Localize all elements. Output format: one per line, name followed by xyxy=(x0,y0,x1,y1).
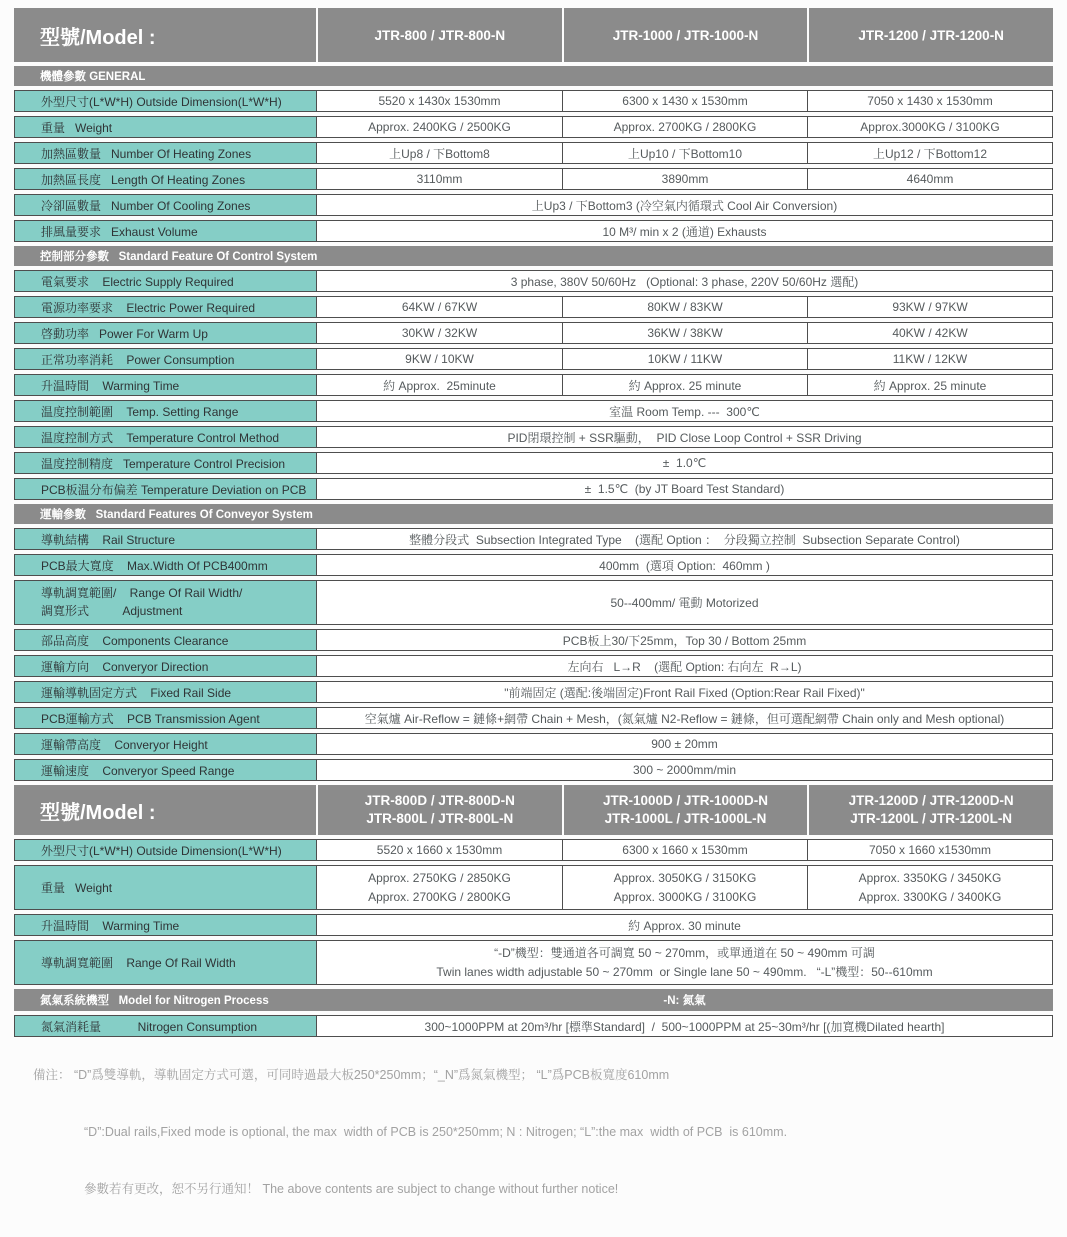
row-value: 左向右 L→R (選配 Option: 右向左 R→L) xyxy=(567,659,802,674)
model-header-label: 型號/Model : xyxy=(14,785,316,835)
row-value: 約 Approx. 30 minute xyxy=(628,918,741,933)
row-value: 3 phase, 380V 50/60Hz (Optional: 3 phase, 220V 50/60Hz 選配) xyxy=(510,274,859,289)
row-temp-control-method xyxy=(14,426,1053,448)
row-label: 電源功率要求 Electric Power Required xyxy=(15,297,317,317)
row-label: 運輸速度 Converyor Speed Range xyxy=(15,760,317,780)
row-pcb-transmission xyxy=(14,707,1053,729)
row-value: "前端固定 (選配:後端固定)Front Rail Fixed (Option:Rear Rail Fixed)" xyxy=(504,685,865,700)
row-value: 整體分段式 Subsection Integrated Type (選配 Option ： 分段獨立控制 Subsection Separate Control) xyxy=(409,532,960,547)
row-components-clearance xyxy=(14,629,1053,651)
model-name-jtr1200d xyxy=(809,785,1053,835)
model-name-jtr1000: JTR-1000 / JTR-1000-N xyxy=(564,8,808,62)
model-name-jtr800: JTR-800 / JTR-800-N xyxy=(318,8,562,62)
row-label: 外型尺寸(L*W*H) Outside Dimension(L*W*H) xyxy=(15,91,317,111)
row-heating-zones xyxy=(14,142,1053,164)
row-label: 加熱區數量 Number Of Heating Zones xyxy=(15,143,317,163)
row-label: 升温時間 Warming Time xyxy=(15,375,317,395)
row-rail-width-range-dual xyxy=(14,940,1053,985)
model-header-row-1 xyxy=(14,8,1053,62)
row-value: 5520 x 1660 x 1530mm xyxy=(376,843,503,857)
model-name-jtr1200: JTR-1200 / JTR-1200-N xyxy=(809,8,1053,62)
row-value: ± 1.5℃ (by JT Board Test Standard) xyxy=(584,482,785,496)
row-value: 400mm (選項 Option: 460mm ) xyxy=(599,558,770,573)
row-label: 電氣要求 Electric Supply Required xyxy=(15,271,317,291)
row-value: 80KW / 83KW xyxy=(562,297,807,317)
row-value: 5520 x 1430x 1530mm xyxy=(378,94,501,108)
row-warming-time xyxy=(14,374,1053,396)
row-label-line1: 導軌調寬範圍/ Range Of Rail Width/ xyxy=(41,586,243,601)
row-value xyxy=(317,866,562,909)
row-conveyor-direction xyxy=(14,655,1053,677)
row-value xyxy=(562,866,807,909)
row-label: 温度控制方式 Temperature Control Method xyxy=(15,427,317,447)
row-label xyxy=(15,581,317,624)
row-value: 30KW / 32KW xyxy=(401,326,478,340)
row-exhaust-volume xyxy=(14,220,1053,242)
row-weight-dual xyxy=(14,865,1053,910)
model-name-line1: JTR-800D / JTR-800D-N xyxy=(364,792,515,808)
model-name-line1: JTR-1000D / JTR-1000D-N xyxy=(602,792,769,808)
row-value: 300~1000PPM at 20m³/hr [標準Standard] / 500~1000PPM at 25~30m³/hr [(加寬機Dilated hearth] xyxy=(424,1019,945,1034)
row-value: 約 Approx. 25 minute xyxy=(562,375,807,395)
row-value: 36KW / 38KW xyxy=(562,323,807,343)
row-value: 64KW / 67KW xyxy=(401,300,478,314)
row-rail-width-range xyxy=(14,580,1053,625)
model-name-jtr1000d xyxy=(564,785,808,835)
row-value: Approx. 2700KG / 2800KG xyxy=(562,117,807,137)
row-value xyxy=(807,866,1052,909)
row-label: PCB最大寬度 Max.Width Of PCB400mm xyxy=(15,555,317,575)
row-value: 6300 x 1660 x 1530mm xyxy=(562,840,807,860)
row-electric-supply xyxy=(14,270,1053,292)
row-value: 7050 x 1430 x 1530mm xyxy=(807,91,1052,111)
row-outside-dimension-dual xyxy=(14,839,1053,861)
row-temp-deviation-pcb xyxy=(14,478,1053,500)
row-value-line1: “-D”機型：雙通道各可調寬 50 ~ 270mm，或單通道在 50 ~ 490mm 可調 xyxy=(494,945,875,960)
row-conveyor-speed xyxy=(14,759,1053,781)
row-value: PCB板上30/下25mm，Top 30 / Bottom 25mm xyxy=(562,633,807,648)
row-value: 7050 x 1660 x1530mm xyxy=(807,840,1052,860)
model-header-label: 型號/Model : xyxy=(14,8,316,62)
row-value: 上Up12 / 下Bottom12 xyxy=(807,143,1052,163)
row-value: 3890mm xyxy=(562,169,807,189)
row-value-line1: Approx. 3050KG / 3150KG xyxy=(613,870,757,885)
row-value: 93KW / 97KW xyxy=(807,297,1052,317)
model-header-row-2 xyxy=(14,785,1053,835)
row-value: 9KW / 10KW xyxy=(405,352,474,366)
row-outside-dimension xyxy=(14,90,1053,112)
row-value: Approx. 2400KG / 2500KG xyxy=(368,120,511,134)
row-value-line1: Approx. 2750KG / 2850KG xyxy=(368,870,511,885)
row-label: 加熱區長度 Length Of Heating Zones xyxy=(15,169,317,189)
row-label: PCB運輸方式 PCB Transmission Agent xyxy=(15,708,317,728)
footer-notes xyxy=(33,1028,787,1237)
row-label: 運輸導軌固定方式 Fixed Rail Side xyxy=(15,682,317,702)
row-value: 約 Approx. 25 minute xyxy=(807,375,1052,395)
row-conveyor-height xyxy=(14,733,1053,755)
model-name-jtr800d xyxy=(318,785,562,835)
row-value: 3110mm xyxy=(416,172,463,186)
row-value: ± 1.0℃ xyxy=(662,456,707,470)
row-warmup-power xyxy=(14,322,1053,344)
row-value: Approx.3000KG / 3100KG xyxy=(807,117,1052,137)
row-value: 10KW / 11KW xyxy=(562,349,807,369)
row-value: 11KW / 12KW xyxy=(807,349,1052,369)
spec-table xyxy=(14,8,1053,1037)
row-value: 900 ± 20mm xyxy=(651,737,718,751)
row-label: PCB板温分布偏差 Temperature Deviation on PCB xyxy=(15,479,317,499)
model-name-line2: JTR-1000L / JTR-1000L-N xyxy=(604,811,767,826)
row-weight xyxy=(14,116,1053,138)
row-label: 部品高度 Components Clearance xyxy=(15,630,317,650)
row-value: 50--400mm/ 電動 Motorized xyxy=(610,596,759,610)
row-value xyxy=(317,941,1052,984)
section-bar-control: 控制部分參數 Standard Feature Of Control System xyxy=(14,246,1053,266)
model-name-line1: JTR-1200D / JTR-1200D-N xyxy=(848,792,1014,808)
footer-note-line2: “D”:Dual rails,Fixed mode is optional, the max width of PCB is 250*250mm; N : Nitrogen; “L”:the max width of PCB is 610mm. xyxy=(84,1125,788,1139)
row-warming-time-dual xyxy=(14,914,1053,936)
model-name-line2: JTR-800L / JTR-800L-N xyxy=(366,811,514,826)
row-heating-length xyxy=(14,168,1053,190)
row-label: 正常功率消耗 Power Consumption xyxy=(15,349,317,369)
model-name-line2: JTR-1200L / JTR-1200L-N xyxy=(850,811,1013,826)
row-value: PID閉環控制 + SSR驅動， PID Close Loop Control + SSR Driving xyxy=(507,430,862,445)
row-label: 重量 Weight xyxy=(15,866,317,909)
row-label: 啓動功率 Power For Warm Up xyxy=(15,323,317,343)
row-label: 氮氣消耗量 Nitrogen Consumption xyxy=(15,1016,317,1036)
footer-note-line1: 備注： “D”爲雙導軌，導軌固定方式可選，可同時過最大板250*250mm；“_N”爲氮氣機型； “L”爲PCB板寬度610mm xyxy=(33,1068,670,1082)
row-value: 10 M³/ min x 2 (通道) Exhausts xyxy=(602,224,767,239)
row-rail-structure xyxy=(14,528,1053,550)
row-value-line2: Approx. 2700KG / 2800KG xyxy=(368,889,511,904)
row-cooling-zones xyxy=(14,194,1053,216)
row-value: 上Up8 / 下Bottom8 xyxy=(389,146,490,161)
row-value: 室温 Room Temp. --- 300℃ xyxy=(609,404,760,419)
row-label: 重量 Weight xyxy=(15,117,317,137)
section-bar-general: 機體參數 GENERAL xyxy=(14,66,1053,86)
section-bar-nitrogen-value: -N: 氮氣 xyxy=(663,995,706,1007)
row-label-line2: 調寬形式 Adjustment xyxy=(41,603,183,618)
row-value: 40KW / 42KW xyxy=(807,323,1052,343)
row-value-line2: Approx. 3000KG / 3100KG xyxy=(613,889,757,904)
row-value: 4640mm xyxy=(807,169,1052,189)
row-label: 冷卻區數量 Number Of Cooling Zones xyxy=(15,195,317,215)
section-bar-nitrogen-label: 氮氣系統機型 Model for Nitrogen Process xyxy=(40,995,269,1007)
row-temp-control-precision xyxy=(14,452,1053,474)
row-label: 排風量要求 Exhaust Volume xyxy=(15,221,317,241)
row-value: 上Up10 / 下Bottom10 xyxy=(562,143,807,163)
row-label: 導軌調寬範圍 Range Of Rail Width xyxy=(15,941,317,984)
row-value: 6300 x 1430 x 1530mm xyxy=(562,91,807,111)
row-temp-setting-range xyxy=(14,400,1053,422)
section-bar-conveyor: 運輸參數 Standard Features Of Conveyor System xyxy=(14,504,1053,524)
row-label: 導軌結構 Rail Structure xyxy=(15,529,317,549)
row-value: 上Up3 / 下Bottom3 (冷空氣内循環式 Cool Air Conversion) xyxy=(531,198,838,213)
footer-note-line3: 參數若有更改，恕不另行通知！ The above contents are subject to change without further notice! xyxy=(84,1182,619,1196)
row-label: 温度控制精度 Temperature Control Precision xyxy=(15,453,317,473)
row-fixed-rail-side xyxy=(14,681,1053,703)
row-electric-power xyxy=(14,296,1053,318)
section-bar-nitrogen xyxy=(14,989,1053,1011)
row-max-pcb-width xyxy=(14,554,1053,576)
row-value: 約 Approx. 25minute xyxy=(383,378,496,393)
row-power-consumption xyxy=(14,348,1053,370)
row-label: 運輸帶高度 Converyor Height xyxy=(15,734,317,754)
row-label: 升温時間 Warming Time xyxy=(15,915,317,935)
row-value: 300 ~ 2000mm/min xyxy=(632,763,737,777)
row-label: 運輸方向 Converyor Direction xyxy=(15,656,317,676)
row-value-line2: Twin lanes width adjustable 50 ~ 270mm or Single lane 50 ~ 490mm. “-L”機型：50--610mm xyxy=(436,964,933,979)
row-label: 外型尺寸(L*W*H) Outside Dimension(L*W*H) xyxy=(15,840,317,860)
row-label: 温度控制範圍 Temp. Setting Range xyxy=(15,401,317,421)
row-value-line2: Approx. 3300KG / 3400KG xyxy=(858,889,1002,904)
row-value: 空氣爐 Air-Reflow = 鏈條+網帶 Chain + Mesh，(氮氣爐 N2-Reflow = 鏈條，但可選配網帶 Chain only and Mesh optional) xyxy=(364,711,1005,726)
row-value-line1: Approx. 3350KG / 3450KG xyxy=(858,870,1002,885)
